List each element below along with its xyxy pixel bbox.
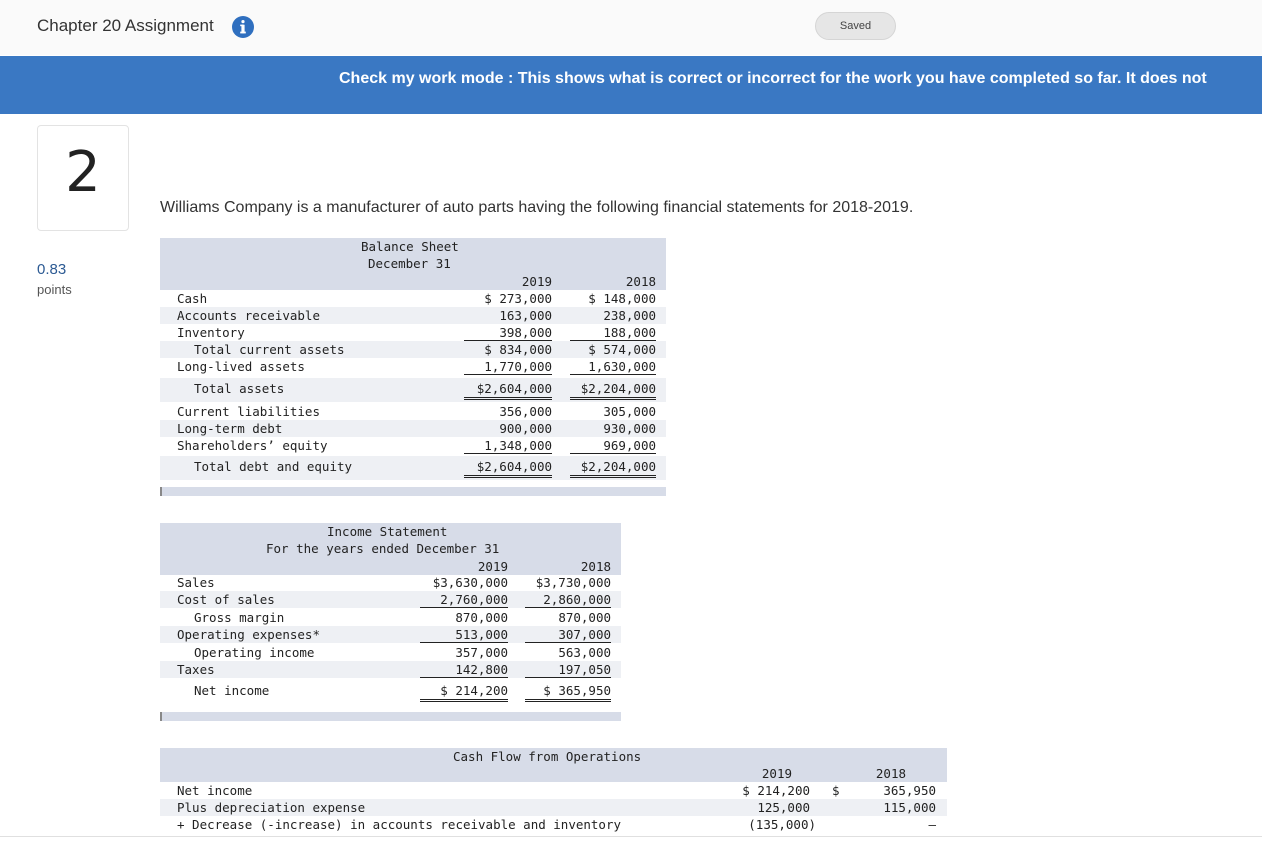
row-label: Gross margin [194,610,285,625]
value-2019: 142,800 [420,661,508,678]
row-label: + Decrease (-increase) in accounts receivable and inventory [177,817,622,832]
check-my-work-banner [0,56,1262,114]
balance-sheet-year-2018: 2018 [625,274,656,289]
value-2018: 2,860,000 [525,591,611,608]
value-2019: $ 834,000 [484,342,552,357]
value-2018: 563,000 [558,645,611,660]
table-row [160,644,621,661]
value-2019: 125,000 [757,800,810,815]
table-row [160,290,666,307]
value-2018: 1,630,000 [570,358,656,375]
row-label: Operating income [194,645,315,660]
value-2018: $ 365,950 [525,682,611,702]
value-2018: – [928,817,936,832]
value-2018: $ 148,000 [588,291,656,306]
value-2019: 870,000 [455,610,508,625]
row-label: Plus depreciation expense [177,800,366,815]
value-2018: 115,000 [883,800,936,815]
value-2018: 870,000 [558,610,611,625]
balance-sheet-year-2019: 2019 [521,274,552,289]
table-row [160,378,666,402]
value-2018: 930,000 [603,421,656,436]
value-2019: 2,760,000 [420,591,508,608]
row-label: Current liabilities [177,404,320,419]
row-label: Total debt and equity [194,459,353,474]
value-2019: 513,000 [420,626,508,643]
table-row [160,591,621,608]
assignment-title: Chapter 20 Assignment [37,16,214,35]
viewport-bottom-divider [0,836,1262,837]
table-row [160,799,947,816]
table-row [160,782,947,799]
points-label: points [37,282,72,297]
table-row [160,609,621,626]
question-number: 2 [65,140,101,205]
table-row [160,816,947,833]
value-2019: (135,000) [748,817,816,832]
row-label: Inventory [177,325,245,340]
value-2019: 356,000 [499,404,552,419]
income-statement-table [160,523,621,721]
banner-text: Check my work mode : This shows what is correct or incorrect for the work you have completed so far. It does not [339,70,1207,87]
value-2019: $ 214,200 [742,783,810,798]
row-label: Total current assets [194,342,345,357]
balance-sheet-table [160,238,666,496]
income-statement-year-2018: 2018 [580,559,611,574]
cash-flow-year-2019: 2019 [761,766,792,781]
row-label: Sales [177,575,215,590]
value-2018: 188,000 [570,324,656,341]
row-label: Long-term debt [177,421,283,436]
value-2019: $ 214,200 [420,682,508,702]
row-label: Cash [177,291,208,306]
value-2019: $ 273,000 [484,291,552,306]
table-row [160,420,666,437]
row-label: Net income [194,683,270,698]
row-label: Taxes [177,662,215,677]
table-row [160,456,666,480]
income-statement-subtitle: For the years ended December 31 [266,541,500,556]
table-row [160,403,666,420]
value-2019: 398,000 [464,324,552,341]
question-prompt: Williams Company is a manufacturer of auto parts having the following financial statements for 2018-2019. [160,199,914,216]
balance-sheet-subtitle: December 31 [368,256,451,271]
value-2019: 357,000 [455,645,508,660]
value-2018: $ 574,000 [588,342,656,357]
row-label: Net income [177,783,253,798]
cash-flow-title: Cash Flow from Operations [453,749,642,764]
row-label: Shareholders’ equity [177,438,328,453]
cash-flow-table [160,748,947,834]
value-2018: 238,000 [603,308,656,323]
table-row [160,341,666,358]
saved-status-badge: Saved [815,12,896,40]
income-statement-year-2019: 2019 [477,559,508,574]
row-label: Cost of sales [177,592,275,607]
table-row [160,307,666,324]
row-label: Operating expenses* [177,627,320,642]
table-footer-bar [160,712,621,721]
top-bar [0,0,1262,55]
value-2018: 305,000 [603,404,656,419]
table-row [160,680,621,704]
value-2019: 900,000 [499,421,552,436]
value-2018: 197,050 [525,661,611,678]
table-row [160,324,666,341]
info-icon[interactable] [231,15,255,39]
value-2019: 1,348,000 [464,437,552,454]
table-row [160,626,621,643]
value-2018: 365,950 [883,783,936,798]
table-row [160,437,666,454]
question-number-card[interactable] [37,125,129,231]
row-label: Accounts receivable [177,308,320,323]
value-2019: 163,000 [499,308,552,323]
value-2019: 1,770,000 [464,358,552,375]
table-row [160,661,621,678]
value-2019: $3,630,000 [432,575,508,590]
table-row [160,574,621,591]
value-2018: $3,730,000 [535,575,611,590]
row-label: Total assets [194,381,285,396]
points-value: 0.83 [37,261,67,278]
income-statement-title: Income Statement [327,524,448,539]
row-label: Long-lived assets [177,359,305,374]
table-row [160,358,666,375]
cash-flow-year-2018: 2018 [875,766,906,781]
value-2019: $2,604,000 [464,380,552,400]
value-2018: 969,000 [570,437,656,454]
table-footer-bar [160,487,666,496]
balance-sheet-title: Balance Sheet [361,239,459,254]
value-2018: 307,000 [525,626,611,643]
value-2019: $2,604,000 [464,458,552,478]
currency-symbol: $ [832,783,840,798]
value-2018: $2,204,000 [570,458,656,478]
value-2018: $2,204,000 [570,380,656,400]
